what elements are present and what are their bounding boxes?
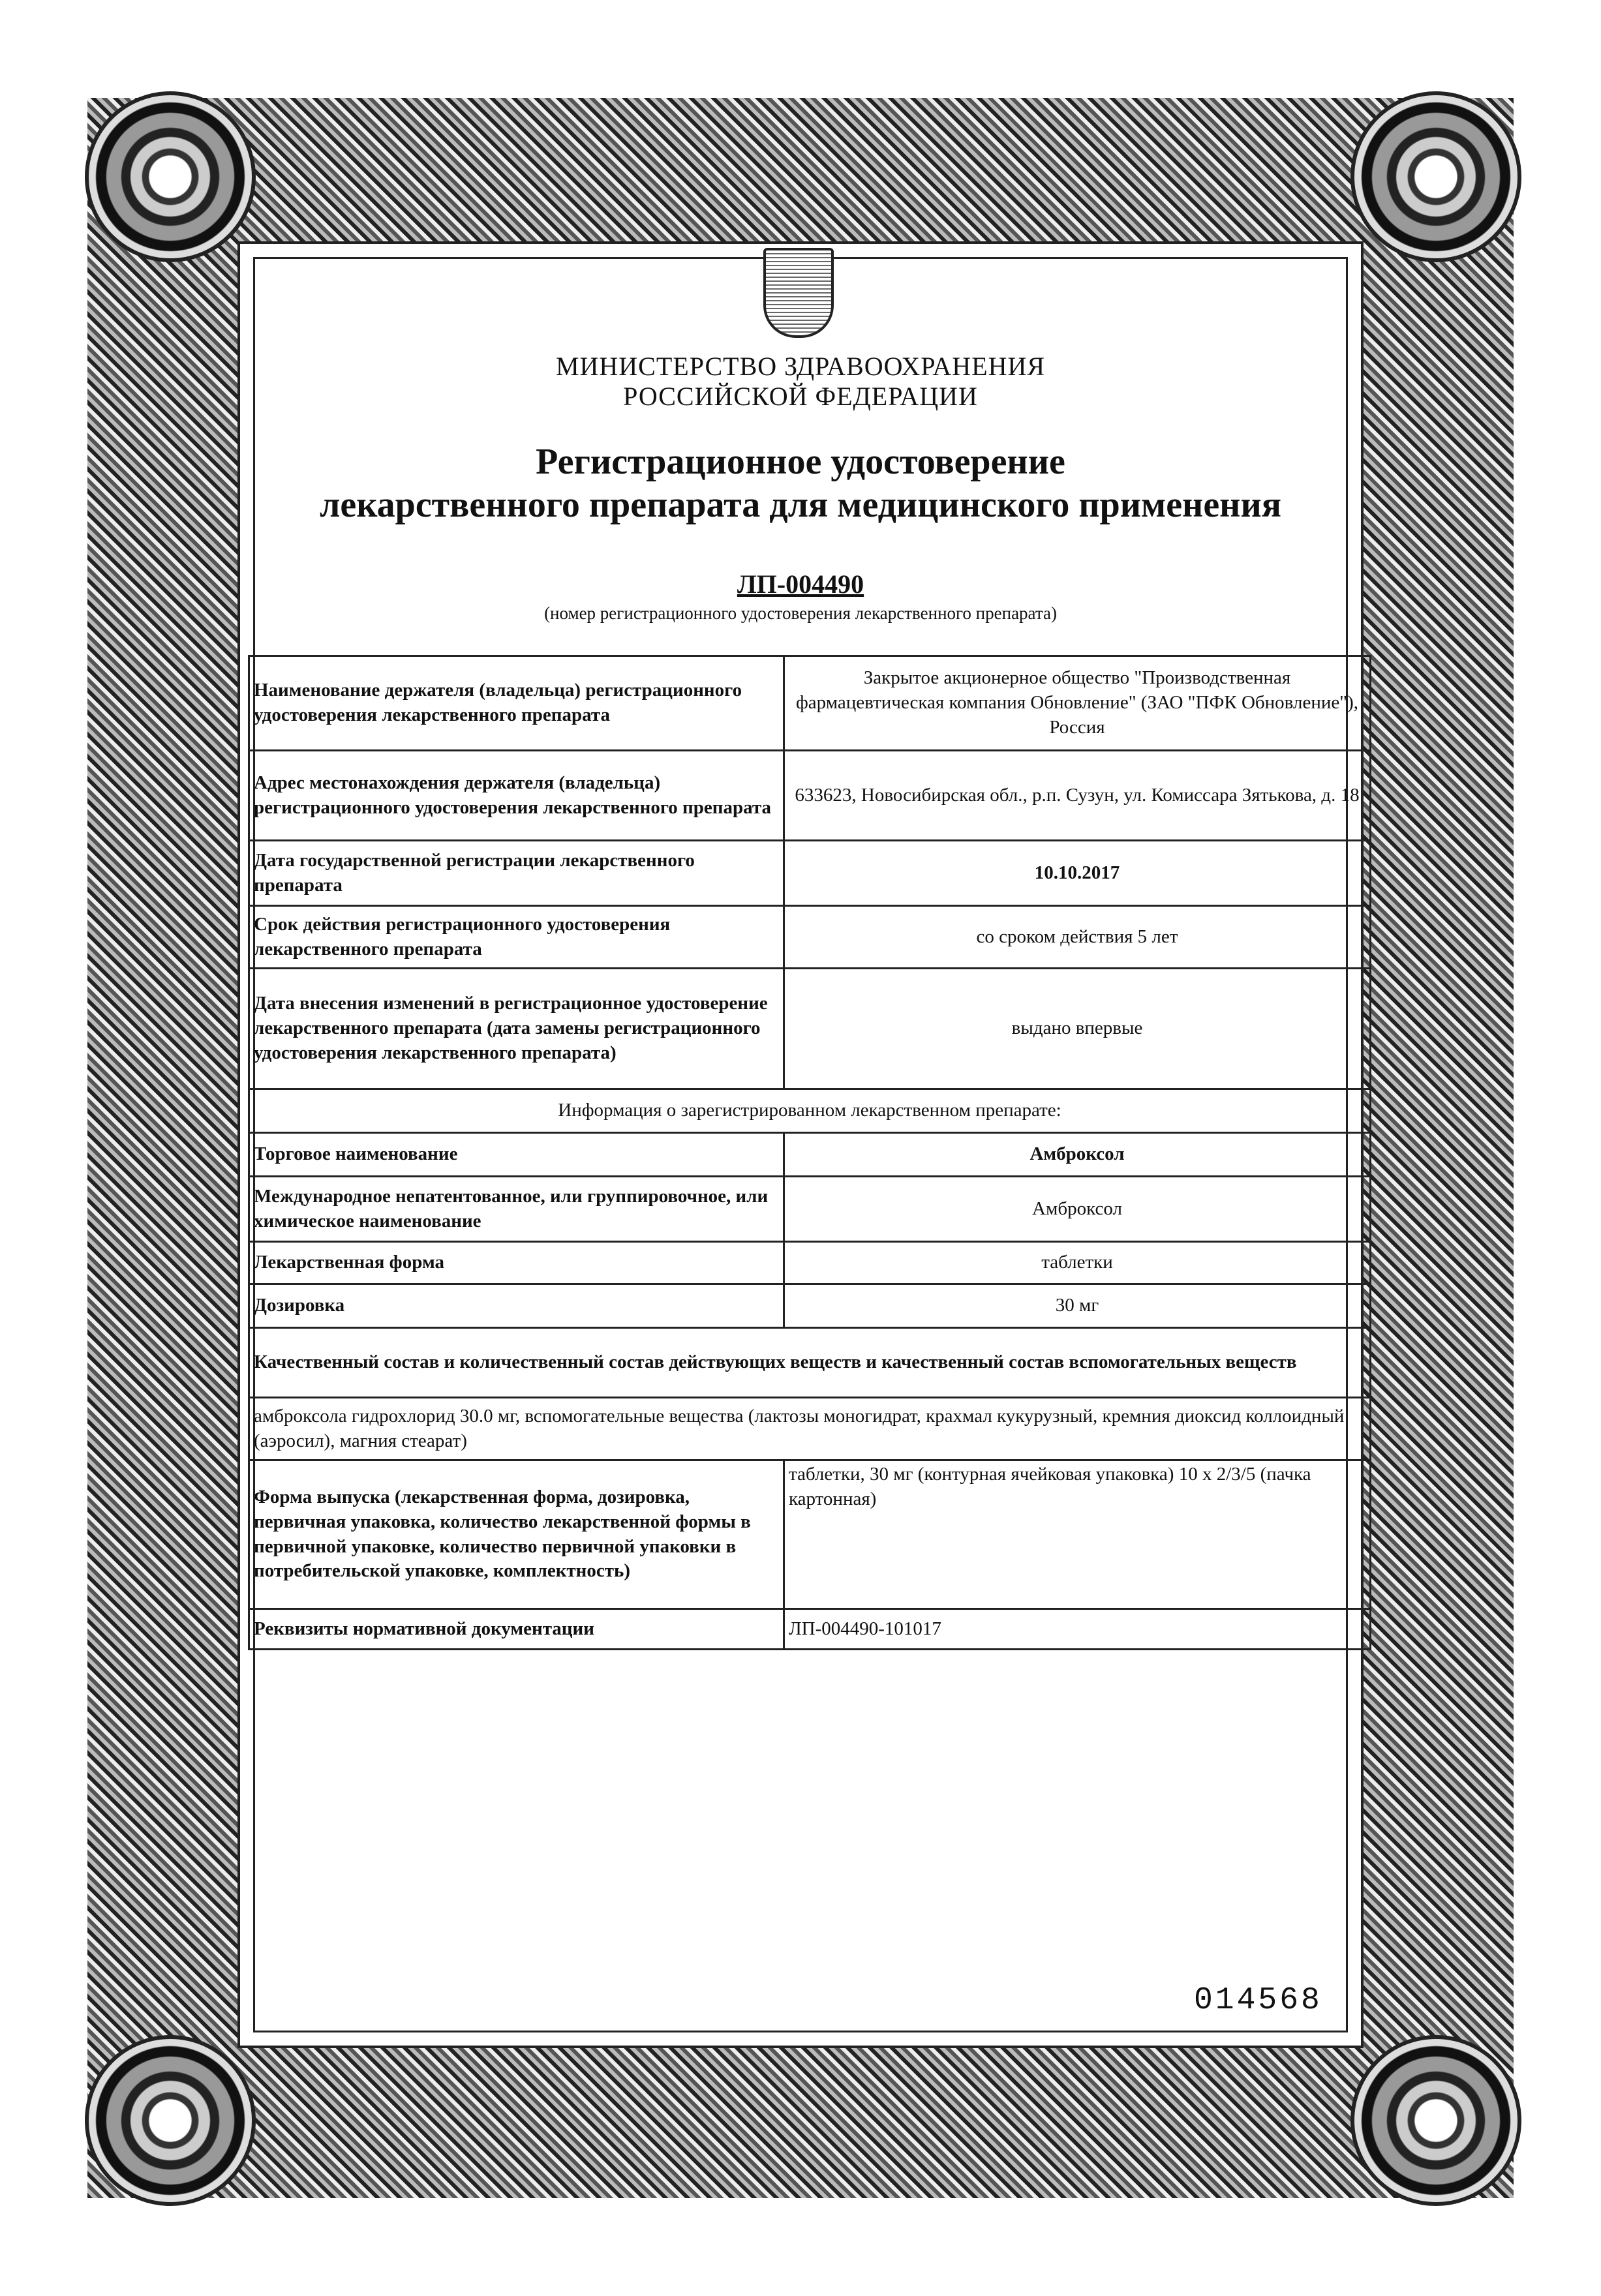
table-row xyxy=(249,1398,1371,1460)
serial-number: 014568 xyxy=(1194,1983,1322,2018)
row-label: Дата государственной регистрации лекарственного препарата xyxy=(249,841,784,906)
row-label: Торговое наименование xyxy=(249,1133,784,1177)
table-row xyxy=(249,906,1371,969)
table-row xyxy=(249,1089,1371,1133)
composition-value: амброксола гидрохлорид 30.0 мг, вспомогательные вещества (лактозы моногидрат, крахмал кукурузный, кремния диоксид коллоидный (аэросил), магния стеарат) xyxy=(249,1398,1371,1460)
row-label: Адрес местонахождения держателя (владельца) регистрационного удостоверения лекарственного препарата xyxy=(249,751,784,841)
table-row xyxy=(249,1460,1371,1609)
normative-value: ЛП-004490-101017 xyxy=(784,1609,1371,1650)
row-value: Амброксол xyxy=(784,1133,1371,1177)
table-row xyxy=(249,1609,1371,1650)
corner-rosette xyxy=(85,2035,256,2206)
corner-rosette xyxy=(1350,91,1521,262)
row-value: Закрытое акционерное общество "Производственная фармацевтическая компания Обновление" (ЗАО "ПФК Обновление"), Россия xyxy=(784,656,1371,751)
table-row xyxy=(249,969,1371,1089)
row-value: со сроком действия 5 лет xyxy=(784,906,1371,969)
row-value: 10.10.2017 xyxy=(784,841,1371,906)
document-title-line2: лекарственного препарата для медицинского применения xyxy=(319,485,1282,525)
table-row xyxy=(249,751,1371,841)
composition-header: Качественный состав и количественный состав действующих веществ и качественный состав вспомогательных веществ xyxy=(249,1328,1371,1398)
info-header: Информация о зарегистрированном лекарственном препарате: xyxy=(249,1089,1371,1133)
row-value: 30 мг xyxy=(784,1284,1371,1328)
row-value: 633623, Новосибирская обл., р.п. Сузун, ул. Комиссара Зятькова, д. 18 xyxy=(784,751,1371,841)
corner-rosette xyxy=(1350,2035,1521,2206)
normative-label: Реквизиты нормативной документации xyxy=(249,1609,784,1650)
registration-table xyxy=(248,655,1371,1650)
table-row xyxy=(249,1133,1371,1177)
registration-number-caption: (номер регистрационного удостоверения лекарственного препарата) xyxy=(544,603,1057,623)
table-row xyxy=(249,841,1371,906)
coat-of-arms-emblem xyxy=(763,248,834,338)
corner-rosette xyxy=(85,91,256,262)
row-label: Международное непатентованное, или группировочное, или химическое наименование xyxy=(249,1177,784,1242)
table-row xyxy=(249,656,1371,751)
document-title-line1: Регистрационное удостоверение xyxy=(536,442,1065,482)
row-label: Дата внесения изменений в регистрационное удостоверение лекарственного препарата (дата замены регистрационного удостоверения лекарственного препарата) xyxy=(249,969,784,1089)
row-value: выдано впервые xyxy=(784,969,1371,1089)
row-label: Срок действия регистрационного удостоверения лекарственного препарата xyxy=(249,906,784,969)
table-row xyxy=(249,1284,1371,1328)
ministry-line1: МИНИСТЕРСТВО ЗДРАВООХРАНЕНИЯ xyxy=(555,352,1046,381)
table-row xyxy=(249,1242,1371,1284)
registration-number: ЛП-004490 xyxy=(737,569,864,599)
table-row xyxy=(249,1328,1371,1398)
release-form-value: таблетки, 30 мг (контурная ячейковая упаковка) 10 x 2/3/5 (пачка картонная) xyxy=(784,1460,1371,1609)
table-row xyxy=(249,1177,1371,1242)
release-form-label: Форма выпуска (лекарственная форма, дозировка, первичная упаковка, количество лекарственной формы в первичной упаковке, количество первичной упаковки в потребительской упаковке, комплектность) xyxy=(249,1460,784,1609)
row-label: Дозировка xyxy=(249,1284,784,1328)
row-value: Амброксол xyxy=(784,1177,1371,1242)
row-label: Лекарственная форма xyxy=(249,1242,784,1284)
row-label: Наименование держателя (владельца) регистрационного удостоверения лекарственного препарата xyxy=(249,656,784,751)
row-value: таблетки xyxy=(784,1242,1371,1284)
ministry-line2: РОССИЙСКОЙ ФЕДЕРАЦИИ xyxy=(623,382,978,411)
